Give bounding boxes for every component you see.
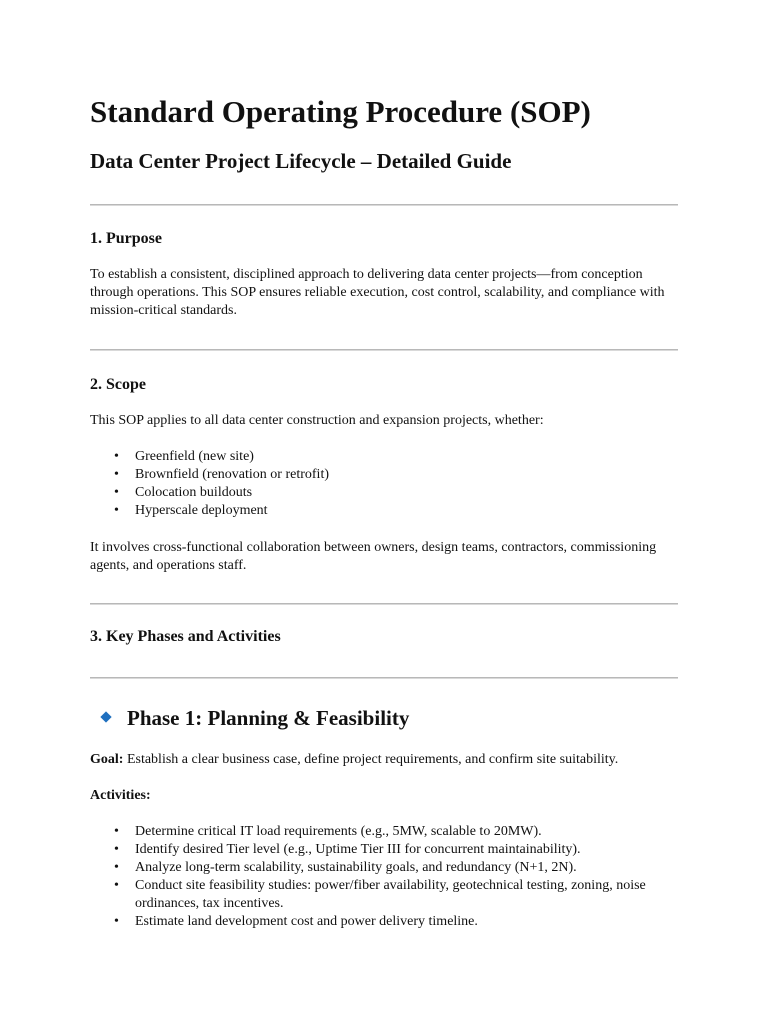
key-phases-heading: 3. Key Phases and Activities	[90, 628, 281, 645]
list-item: • Hyperscale deployment	[114, 503, 268, 518]
list-item: • Colocation buildouts	[114, 485, 253, 500]
scope-outro: It involves cross-functional collaboration between owners, design teams, contractors, commissioning agents, and operations staff.	[90, 540, 657, 573]
divider	[90, 677, 678, 679]
list-item: • Brownfield (renovation or retrofit)	[114, 467, 329, 482]
bullet-icon: •	[114, 824, 119, 839]
list-item: • Greenfield (new site)	[114, 449, 254, 464]
bullet-icon: •	[114, 914, 119, 929]
list-item: • Identify desired Tier level (e.g., Uptime Tier III for concurrent maintainability).	[114, 842, 581, 857]
purpose-heading: 1. Purpose	[90, 230, 162, 247]
bullet-icon: •	[114, 449, 119, 464]
list-item: • Determine critical IT load requirements (e.g., 5MW, scalable to 20MW).	[114, 824, 542, 839]
goal-text: Establish a clear business case, define project requirements, and confirm site suitability.	[123, 752, 619, 767]
divider	[90, 603, 678, 605]
bullet-icon: •	[114, 467, 119, 482]
bullet-icon: •	[114, 860, 119, 875]
bullet-icon: •	[114, 503, 119, 518]
bullet-icon: •	[114, 485, 119, 500]
scope-heading: 2. Scope	[90, 376, 146, 393]
activities-list	[90, 823, 678, 931]
phase1-title: Phase 1: Planning & Feasibility	[127, 706, 410, 730]
divider	[90, 349, 678, 351]
document-subtitle: Data Center Project Lifecycle – Detailed Guide	[90, 149, 512, 173]
list-item: • Analyze long-term scalability, sustainability goals, and redundancy (N+1, 2N).	[114, 860, 577, 875]
scope-intro: This SOP applies to all data center construction and expansion projects, whether:	[90, 413, 544, 428]
bullet-icon: •	[114, 878, 119, 893]
document-title: Standard Operating Procedure (SOP)	[90, 94, 591, 129]
bullet-icon: •	[114, 842, 119, 857]
activities-label: Activities:	[90, 788, 151, 803]
purpose-text: To establish a consistent, disciplined approach to delivering data center projects—from conception through operations. This SOP ensures reliable execution, cost control, scalability, and compliance with mission-critical standards.	[90, 267, 665, 318]
diamond-icon	[100, 711, 111, 722]
phase1-goal	[90, 751, 680, 769]
divider	[90, 204, 678, 206]
list-item: • Estimate land development cost and power delivery timeline.	[114, 914, 478, 929]
list-item: • Conduct site feasibility studies: power/fiber availability, geotechnical testing, zoning, noise ordinances, tax incentives.	[114, 878, 646, 911]
scope-list	[90, 448, 678, 520]
goal-label: Goal:	[90, 752, 124, 767]
